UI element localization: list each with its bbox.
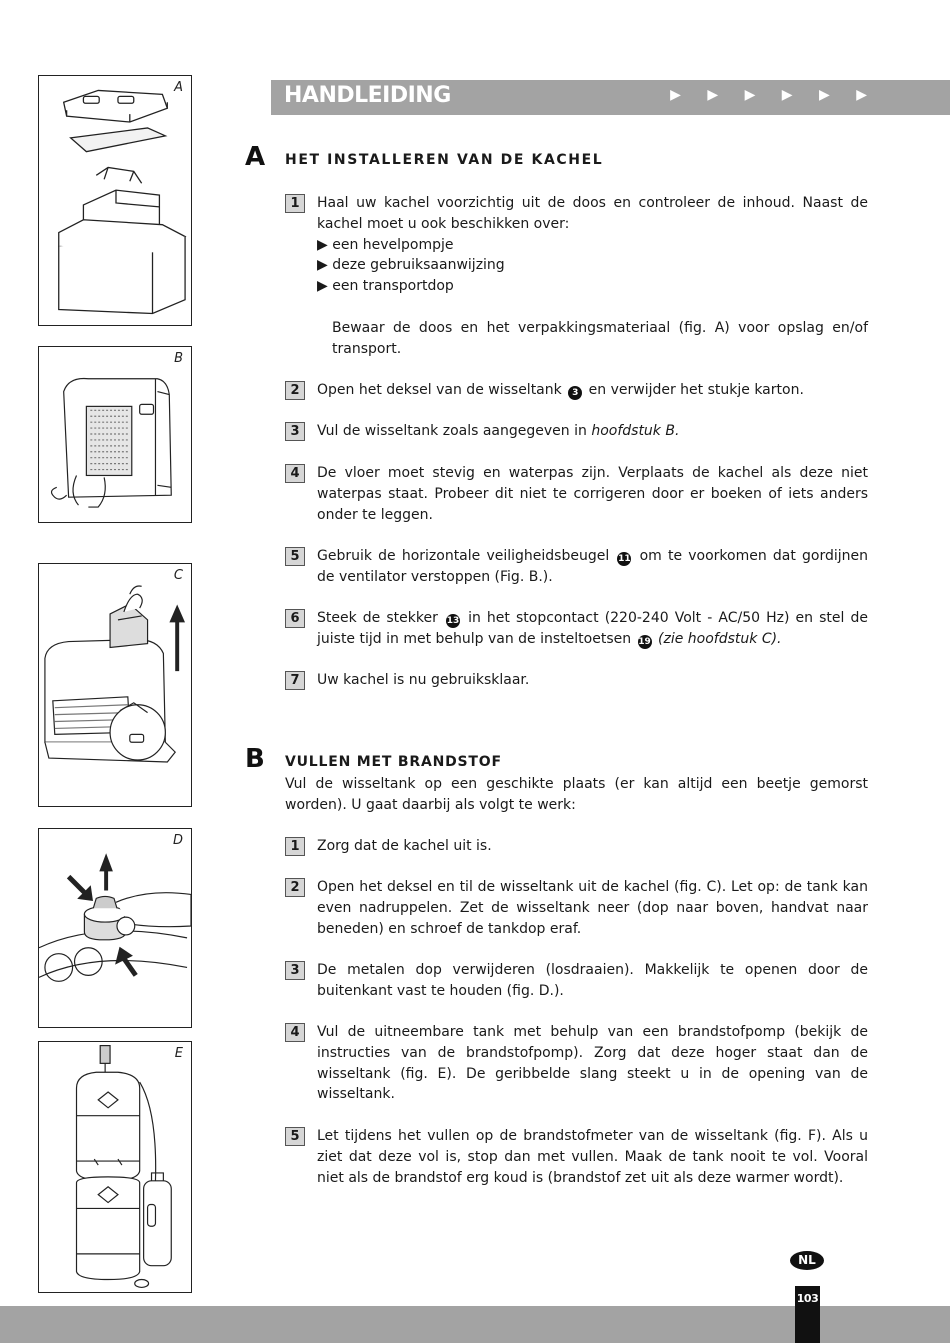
part-reference-badge: 11	[618, 554, 631, 564]
figure-a-illustration	[39, 76, 191, 325]
section-b-step-5	[285, 1126, 868, 1188]
figure-c	[38, 563, 192, 807]
chapter-reference: (zie hoofdstuk C).	[658, 630, 782, 647]
step-number: 1	[285, 194, 305, 213]
step-number: 3	[285, 422, 305, 441]
step-number: 4	[285, 464, 305, 483]
figure-e-label: E	[174, 1046, 183, 1061]
step-text: Steek de stekker	[317, 610, 438, 626]
list-item: ▶ een transportdop	[317, 278, 454, 295]
step-text: Open het deksel van de wisseltank	[317, 382, 562, 398]
section-b-step-3	[285, 960, 868, 1002]
step-number: 5	[285, 547, 305, 566]
figure-d	[38, 828, 192, 1028]
page-number-tab	[795, 1286, 820, 1343]
figure-c-illustration	[39, 564, 191, 806]
page-title: HANDLEIDING	[284, 83, 451, 108]
section-b-letter: B	[245, 744, 265, 774]
step-text: Open het deksel en til de wisseltank uit de kachel (fig. C). Let op: de tank kan even nadruppelen. Zet de wisseltank neer (dop naar boven, handvat naar beneden) en schroef de tankdop eraf.	[317, 879, 868, 937]
list-item: ▶ een hevelpompje	[317, 236, 454, 253]
figure-b-illustration	[39, 347, 191, 522]
step-text: De metalen dop verwijderen (losdraaien). Makkelijk te openen door de buitenkant vast te houden (fig. D.).	[317, 962, 868, 999]
section-a-step-5	[285, 546, 868, 588]
list-item: ▶ deze gebruiksaanwijzing	[317, 257, 505, 274]
figure-e-illustration	[39, 1042, 191, 1292]
section-a-title: HET INSTALLEREN VAN DE KACHEL	[285, 152, 604, 168]
step-note: Bewaar de doos en het verpakkingsmateriaal (fig. A) voor opslag en/of transport.	[332, 319, 868, 357]
section-a-step-7	[285, 670, 868, 691]
section-b-step-4	[285, 1022, 868, 1105]
step-text: Uw kachel is nu gebruiksklaar.	[317, 672, 530, 688]
step-text: Vul de wisseltank zoals aangegeven in	[317, 423, 587, 439]
step-number: 2	[285, 878, 305, 897]
section-a-step-2	[285, 380, 868, 401]
step-number: 6	[285, 609, 305, 628]
section-a-step-1	[285, 193, 868, 359]
step-number: 4	[285, 1023, 305, 1042]
figure-c-label: C	[173, 568, 183, 583]
step-text: De vloer moet stevig en waterpas zijn. Verplaats de kachel als deze niet waterpas staat. Probeer dit niet te corrigeren door er boeken of iets anders onder te leggen.	[317, 465, 868, 523]
step-text: Vul de uitneembare tank met behulp van een brandstofpomp (bekijk de instructies van de brandstofpomp). Zorg dat deze hoger staat dan de wisseltank (fig. E). De geribbelde slang steekt u in de opening van de wisseltank.	[317, 1024, 868, 1103]
figure-a-label: A	[174, 80, 183, 95]
section-a-step-4	[285, 463, 868, 525]
chapter-reference: hoofdstuk B.	[591, 423, 680, 439]
figure-e	[38, 1041, 192, 1293]
step-number: 3	[285, 961, 305, 980]
section-a-letter: A	[245, 142, 266, 172]
section-b-intro: Vul de wisseltank op een geschikte plaats (er kan altijd een beetje gemorst worden). U gaat daarbij als volgt te werk:	[285, 776, 868, 813]
step-number: 1	[285, 837, 305, 856]
language-badge: NL	[790, 1251, 824, 1270]
figure-b-label: B	[174, 351, 183, 366]
header-arrow-icons: ▶ ▶ ▶ ▶ ▶ ▶	[670, 87, 878, 103]
part-reference-badge: 19	[638, 636, 651, 647]
part-reference-badge: 3	[568, 386, 582, 400]
header-bar	[271, 80, 950, 115]
section-b-step-2	[285, 877, 868, 939]
step-number: 2	[285, 381, 305, 400]
page-number: 103	[796, 1292, 819, 1305]
step-text: Gebruik de horizontale veiligheidsbeugel	[317, 548, 610, 564]
step-number: 7	[285, 671, 305, 690]
step-text: in het stopcontact (220-240 Volt - AC/50 Hz) en stel de juiste tijd in met behulp van de insteltoetsen	[317, 610, 869, 647]
section-b-step-1	[285, 836, 868, 857]
figure-d-illustration	[39, 829, 191, 1027]
section-b-title: VULLEN MET BRANDSTOF	[285, 754, 502, 770]
step-text: en verwijder het stukje karton.	[588, 382, 804, 398]
step-text: Zorg dat de kachel uit is.	[317, 838, 492, 854]
figure-a	[38, 75, 192, 326]
step-text: om te voorkomen dat gordijnen de ventilator verstoppen (Fig. B.).	[317, 548, 869, 585]
step-number: 5	[285, 1127, 305, 1146]
part-reference-badge: 13	[446, 616, 460, 626]
section-a-step-6	[285, 608, 868, 650]
figure-d-label: D	[172, 833, 183, 848]
step-text: Let tijdens het vullen op de brandstofmeter van de wisseltank (fig. F). Als u ziet dat deze vol is, stop dan met vullen. Maak de tank nooit te vol. Vooral niet als de brandstof erg koud is (brandstof zet uit als deze warmer wordt).	[317, 1128, 868, 1186]
section-a-step-3	[285, 421, 868, 442]
step-text: Haal uw kachel voorzichtig uit de doos en controleer de inhoud. Naast de kachel moet u ook beschikken over:	[317, 195, 868, 232]
figure-b	[38, 346, 192, 523]
